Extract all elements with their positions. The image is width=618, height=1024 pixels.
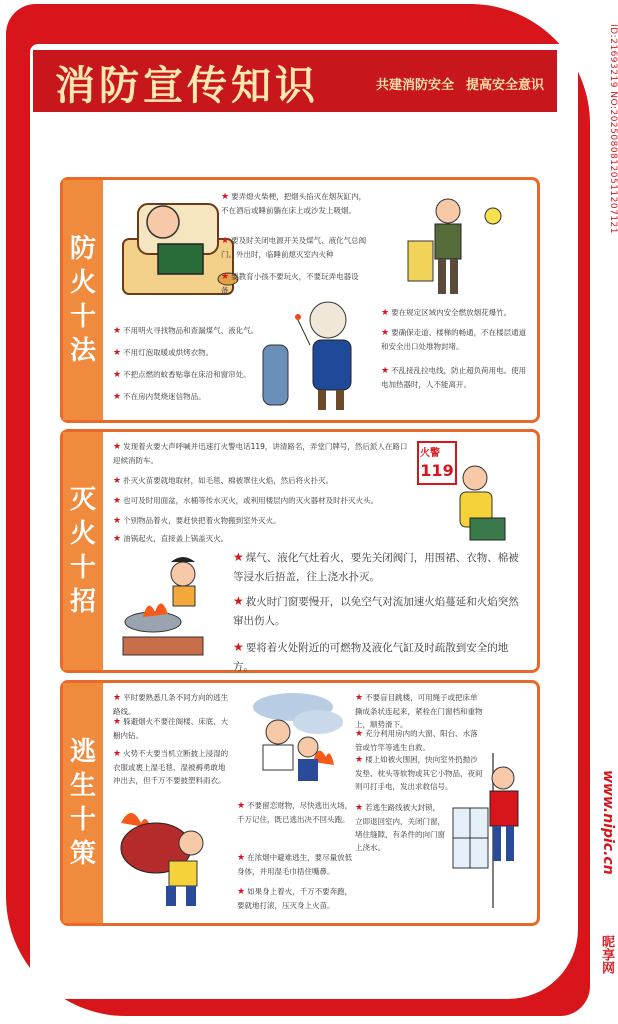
old-man-with-gas-tank-illustration (258, 290, 378, 415)
list-item: ★ 不把点燃的蚊香贴靠在床沿和窗帘处。 (113, 370, 251, 380)
list-item: ★ 躲避烟火不要往阁楼、床底、大橱内钻。 (113, 717, 229, 740)
list-item: ★ 如果身上着火，千万不要奔跑，要就地打滚，压灭身上火苗。 (237, 887, 353, 910)
star-icon: ★ (355, 803, 364, 813)
star-icon: ★ (113, 717, 122, 727)
fire-alarm-sign: 火警 (420, 448, 440, 459)
star-icon: ★ (237, 887, 246, 897)
star-icon: ★ (113, 693, 122, 703)
boy-with-lightbulb-illustration (403, 186, 513, 301)
list-item: ★ 不要留恋财物，尽快逃出火场，千万记住，既已逃出决不回头跑。 (237, 801, 353, 824)
star-icon: ★ (233, 640, 244, 654)
list-item: ★ 要及时关闭电源开关及煤气、液化气总阀门。外出时，临睡前熄灭室内火种 (221, 236, 367, 259)
list-item: ★ 要将着火处附近的可燃物及液化气缸及时疏散到安全的地方。 (233, 640, 509, 673)
list-item: ★ 个别物品着火，要赶快把着火物搬到室外灭火。 (113, 516, 281, 526)
star-icon: ★ (233, 594, 244, 608)
section-fire-fighting (60, 429, 540, 673)
star-icon: ★ (355, 755, 364, 765)
list-item: ★ 不要盲目跳楼，可用绳子或把床单撕成条状连起来，紧栓在门窗档和重物上，顺势滑下。 (355, 693, 483, 729)
star-icon: ★ (233, 550, 244, 564)
star-icon: ★ (113, 326, 122, 336)
star-icon: ★ (221, 272, 230, 282)
star-icon: ★ (113, 534, 122, 544)
slogan-right: 提高安全意识 (466, 78, 545, 93)
list-item: ★ 要在规定区域内安全燃放烟花爆竹。 (381, 308, 512, 318)
star-icon: ★ (221, 236, 230, 246)
list-item: ★ 要教育小孩不要玩火，不要玩弄电器设备。 (221, 272, 359, 295)
list-item: ★ 发现着火要大声呼喊并迅速打火警电话119，讲清路名，弄堂门牌号，然后派人在路口迎候消防车。 (113, 442, 408, 465)
list-item: ★ 扑灭火苗要就地取材，如毛毯、棉被罩住火焰，然后将火扑灭。 (113, 476, 334, 486)
list-item: ★ 平时要熟悉几条不同方向的逃生路线。 (113, 693, 229, 716)
list-item: ★ 在浓烟中避难逃生，要尽量放低身体，并用湿毛巾捂住嘴鼻。 (237, 853, 353, 876)
list-item: ★ 充分利用房内的大窗、阳台、水落管或竹竿等逃生自救。 (355, 729, 478, 752)
star-icon: ★ (381, 366, 390, 376)
list-item: ★ 不用明火寻找物品和查漏煤气、液化气。 (113, 326, 259, 336)
star-icon: ★ (221, 192, 230, 202)
list-item: ★ 要确保走道、楼梯的畅通，不在楼层通道和安全出口处堆物封堵。 (381, 328, 527, 351)
escaping-with-wet-blanket-illustration (111, 803, 221, 913)
list-item: ★ 要弄熄火柴梗，把烟头掐灭在烟灰缸内，不在酒后或睡前躺在床上或沙发上吸烟。 (221, 192, 367, 215)
list-item: ★ 火势不大要当机立断披上浸湿的衣服或裹上湿毛毯、湿被褥勇敢地冲出去，但千万不要披塑料雨衣。 (113, 749, 229, 785)
star-icon: ★ (355, 729, 364, 739)
star-icon: ★ (113, 476, 122, 486)
section-fire-escape (60, 680, 540, 926)
star-icon: ★ (355, 693, 364, 703)
star-icon: ★ (113, 516, 122, 526)
star-icon: ★ (113, 348, 122, 358)
list-item: ★ 若逃生路线被大封锁，立即退回室内，关闭门窗，堵住缝隙，有条件的向门窗上浇水。 (355, 803, 445, 852)
star-icon: ★ (113, 442, 122, 452)
star-icon: ★ (113, 496, 122, 506)
site-logo-watermark: 昵享网 (599, 935, 614, 974)
svg-text:119: 119 (420, 461, 454, 480)
page-title: 消防宣传知识 (55, 62, 319, 109)
list-item: ★ 不在房内焚烧迷信物品。 (113, 392, 206, 402)
section-title: 防 火 十 法 (63, 180, 103, 420)
slogan-left: 共建消防安全 (376, 78, 455, 93)
star-icon: ★ (381, 308, 390, 318)
list-item: ★ 油锅起火，直接盖上锅盖灭火。 (113, 534, 229, 544)
smoke-escape-illustration (238, 687, 353, 797)
list-item: ★ 救火时门窗要慢开，以免空气对流加速火焰蔓延和火焰突然窜出伤人。 (233, 594, 519, 627)
star-icon: ★ (113, 749, 122, 759)
star-icon: ★ (237, 801, 246, 811)
list-item: ★ 不乱接乱拉电线，防止超负荷用电。使用电加热器时，人不能离开。 (381, 366, 527, 389)
list-item: ★ 煤气、液化气灶着火，要先关闭阀门，用围裙、衣物、棉被等浸水后捂盖，往上浇水扑灭。 (233, 550, 519, 583)
kitchen-fire-illustration (113, 552, 228, 662)
star-icon: ★ (381, 328, 390, 338)
section-fire-prevention (60, 177, 540, 423)
section-title: 逃 生 十 策 (63, 683, 103, 923)
section-title: 灭 火 十 招 (63, 432, 103, 670)
header-slogan (376, 74, 556, 93)
star-icon: ★ (113, 392, 122, 402)
list-item: ★ 楼上如被火围困，快向室外扔抛沙发垫、枕头等软物或其它小物品，夜间则可打手电，发出求救信号。 (355, 755, 483, 791)
list-item: ★ 也可及时用面盆，水桶等传水灭火，或利用楼层内的灭火器材及时扑灭火头。 (113, 496, 379, 506)
star-icon: ★ (237, 853, 246, 863)
star-icon: ★ (113, 370, 122, 380)
site-url-watermark: www.nipic.cn (600, 770, 616, 875)
image-id-watermark: ID:21693219 NO:20250808120511207121 (608, 24, 618, 234)
list-item: ★ 不用灯泡取暖或烘烤衣物。 (113, 348, 214, 358)
